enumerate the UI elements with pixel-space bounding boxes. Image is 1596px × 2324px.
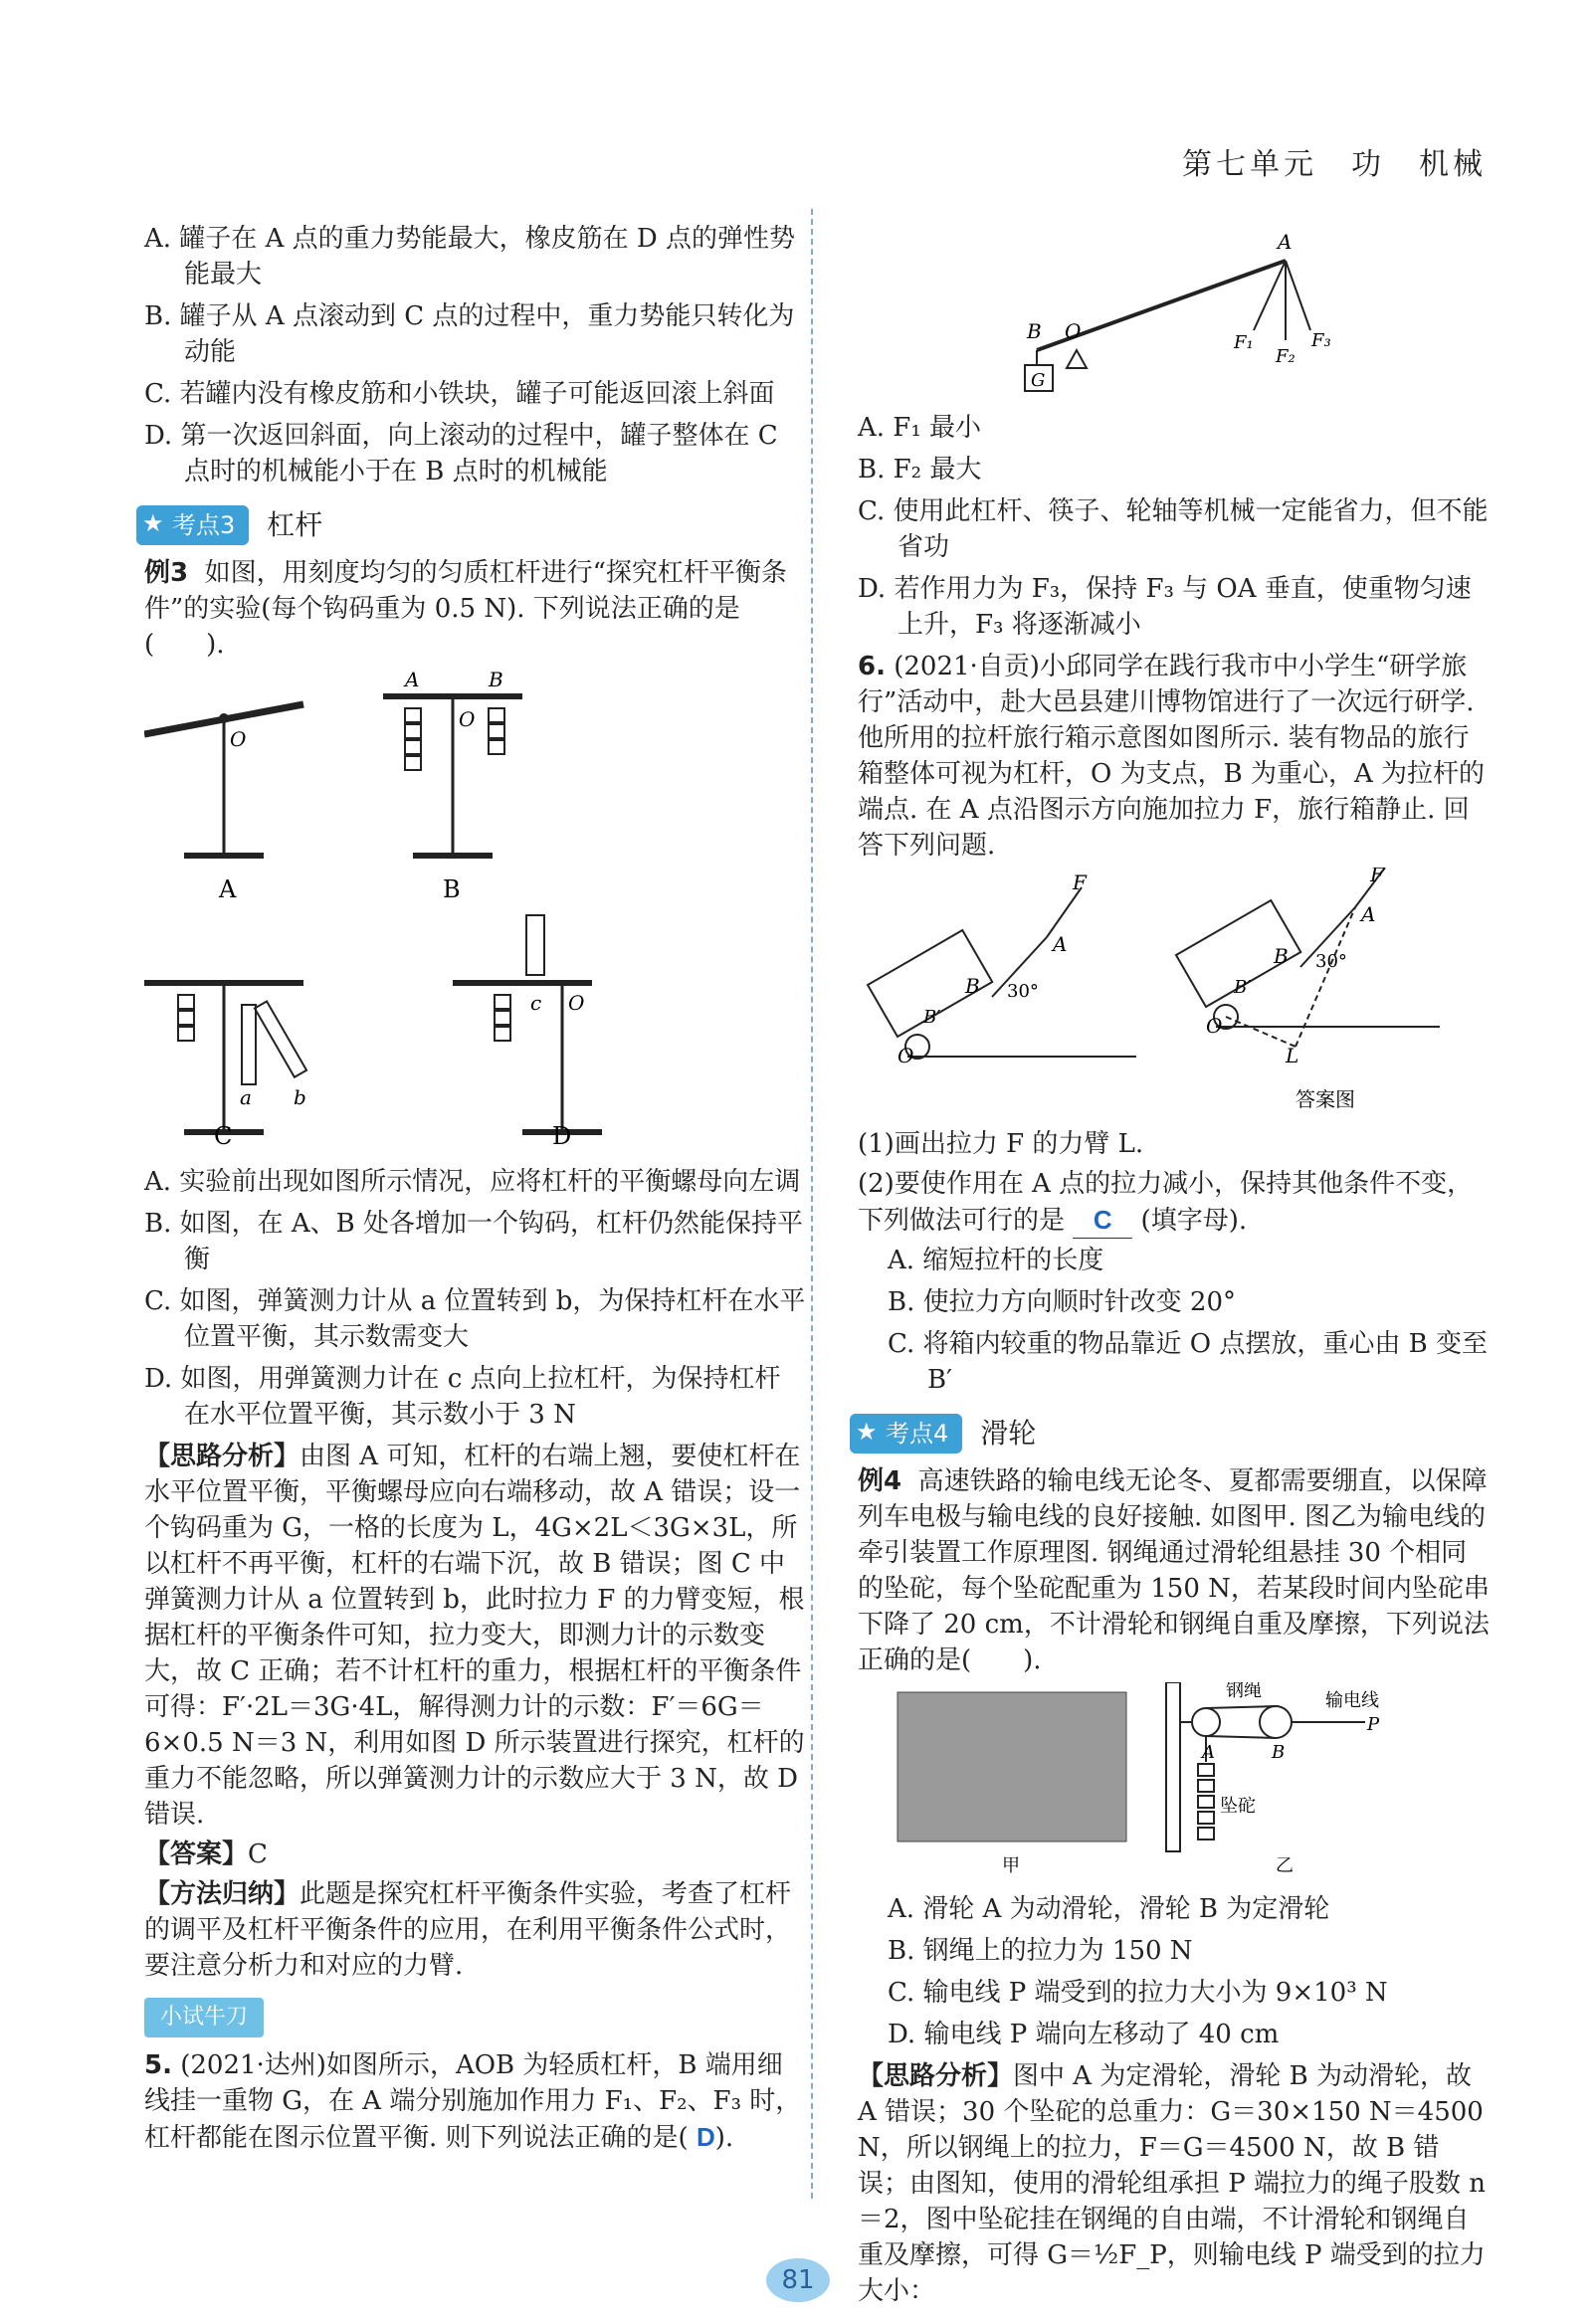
- q5-fig-f1: F₁: [1234, 332, 1254, 353]
- kd4-title: 滑轮: [980, 1417, 1037, 1450]
- q6-ans-o: O: [1206, 1014, 1223, 1038]
- fig-b-point-a: A: [405, 668, 420, 691]
- q5-answer: D: [696, 2122, 715, 2152]
- question-5: [144, 2047, 806, 2156]
- star-icon: ★: [142, 509, 164, 537]
- q5-tail: ).: [714, 2123, 734, 2153]
- q5-text: (2021·达州)如图所示，AOB 为轻质杠杆，B 端用细线挂一重物 G，在 A 端分别施加作用力 F₁、F₂、F₃ 时，杠杆都能在图示位置平衡. 则下列说法正确的是(: [144, 2050, 802, 2153]
- q6-fig-a: A: [1053, 932, 1068, 956]
- q6-sub2-pre: (2)要使作用在 A 点的拉力减小，保持其他条件不变，下列做法可行的是: [858, 1169, 1474, 1236]
- ex3-option-c: C. 如图，弹簧测力计从 a 位置转到 b，为保持杠杆在水平位置平衡，其示数需变大: [144, 1286, 806, 1352]
- section-kd3: [136, 505, 806, 545]
- q6-sub1: (1)画出拉力 F 的力臂 L.: [858, 1129, 1144, 1159]
- page-number: 81: [766, 2258, 830, 2302]
- fig-b-caption: B: [443, 875, 461, 903]
- fig-b-point-b: B: [489, 668, 503, 691]
- ex4-a-label: A: [1202, 1742, 1215, 1763]
- fig-a-caption: A: [219, 875, 237, 903]
- fig-a-o-label: O: [230, 727, 247, 751]
- kd4-badge: ★ 考点4: [850, 1414, 962, 1453]
- q6-fig-b: B: [965, 974, 980, 998]
- q6-text: (2021·自贡)小邱同学在践行我市中小学生“研学旅行”活动中，赴大邑县建川博物馆进行了一次远行研学. 他所用的拉杆旅行箱示意图如图所示. 装有物品的旅行箱整体可视为杠杆，O 为支点，B 为重心，A 为拉杆的端点. 在 A 点沿图示方向施加拉力 F，旅行箱静止. 回答下列问题.: [858, 652, 1485, 861]
- options-top: [144, 221, 806, 489]
- q5-fig-b: B: [1027, 319, 1042, 343]
- q6-sub2: [858, 1166, 1490, 1239]
- option-d: D. 第一次返回斜面，向上滚动的过程中，罐子整体在 C 点时的机械能小于在 B 点时的机械能: [144, 421, 778, 486]
- figure-d: [453, 915, 602, 1132]
- section-kd4: [850, 1414, 1490, 1453]
- ex4-option-c: C. 输电线 P 端受到的拉力大小为 9×10³ N: [888, 1978, 1388, 2008]
- figure-a: [144, 704, 303, 856]
- q5-fig-a: A: [1278, 230, 1293, 254]
- fig-c-caption: C: [214, 1122, 233, 1150]
- ex4-b-label: B: [1272, 1742, 1286, 1763]
- q5-option-d: D. 若作用力为 F₃，保持 F₃ 与 OA 垂直，使重物匀速上升，F₃ 将逐渐减小: [858, 574, 1472, 640]
- train-photo: [898, 1692, 1126, 1841]
- analysis-label: 【思路分析】: [144, 1442, 300, 1471]
- example-4-text: 高速铁路的输电线无论冬、夏都需要绷直，以保障列车电极与输电线的良好接触. 如图甲. 图乙为输电线的牵引装置工作原理图. 钢绳通过滑轮组悬挂 30 个相同的坠砣，每个坠砣配重为 150 N，若某段时间内坠砣串下降了 20 cm，不计滑轮和钢绳自重及摩擦，下列说法正确的是( ).: [858, 1466, 1490, 1675]
- figure-c: [144, 983, 306, 1132]
- q6-ans-bp: B′: [1234, 977, 1252, 998]
- ex4-analysis-label: 【思路分析】: [858, 2061, 1014, 2091]
- kd3-badge: ★ 考点3: [136, 505, 249, 545]
- ex4-pulley-figure: [858, 1682, 1475, 1881]
- ex4-weight-label: 坠砣: [1220, 1796, 1256, 1817]
- fig-d-caption: D: [552, 1122, 572, 1150]
- q5-fig-f3: F₃: [1311, 330, 1331, 351]
- star-icon: ★: [856, 1418, 878, 1446]
- ex3-method: [144, 1876, 806, 1984]
- kd3-title: 杠杆: [267, 508, 323, 541]
- q6-ans-b: B: [1274, 944, 1289, 968]
- q6-ans-f: F: [1370, 868, 1384, 886]
- question-6: [858, 649, 1490, 864]
- ex3-analysis: [144, 1439, 806, 1833]
- q6-option-b: B. 使拉力方向顺时针改变 20°: [888, 1287, 1236, 1317]
- q6-number: 6.: [858, 652, 886, 681]
- ex4-option-a: A. 滑轮 A 为动滑轮，滑轮 B 为定滑轮: [888, 1894, 1330, 1924]
- ex3-option-b: B. 如图，在 A、B 处各增加一个钩码，杠杆仍然能保持平衡: [144, 1209, 804, 1274]
- option-b: B. 罐子从 A 点滚动到 C 点的过程中，重力势能只转化为动能: [144, 301, 795, 367]
- option-c: C. 若罐内没有橡皮筋和小铁块，罐子可能返回滚上斜面: [144, 379, 775, 409]
- figure-b: [383, 696, 522, 856]
- analysis-text: 由图 A 可知，杠杆的右端上翘，要使杠杆在水平位置平衡，平衡螺母应向右端移动，故 A 错误；设一个钩码重为 G，一格的长度为 L，4G×2L＜3G×3L，所以杠杆不再平衡，杠杆的右端下沉，故 B 错误；图 C 中弹簧测力计从 a 位置转到 b，此时拉力 F 的力臂变短，根据杠杆的平衡条件可知，拉力变大，即测力计的示数变大，故 C 正确；若不计杠杆的重力，根据杠杆的平衡条件可得：F′·2L＝3G·4L，解得测力计的示数：F′＝6G＝6×0.5 N＝3 N，利用如图 D 所示装置进行探究，杠杆的重力不能忽略，所以弹簧测力计的示数应大于 3 N，故 D 错误.: [144, 1442, 805, 1830]
- fig-d-o-label: O: [568, 991, 585, 1015]
- fig-b-o-label: O: [459, 707, 476, 731]
- q6-fig-o: O: [898, 1044, 914, 1067]
- column-divider: [811, 209, 813, 2199]
- answer-value: C: [248, 1840, 268, 1869]
- q5-lever-figure: [1007, 221, 1445, 400]
- unit-header: 第七单元 功 机械: [1182, 147, 1487, 182]
- q6-sub2-answer: C: [1073, 1202, 1132, 1239]
- method-label: 【方法归纳】: [144, 1879, 300, 1909]
- q5-fig-g: G: [1031, 370, 1046, 391]
- q5-option-a: A. F₁ 最小: [858, 413, 982, 443]
- ex4-p-label: P: [1367, 1714, 1380, 1735]
- q6-fig-angle: 30°: [1007, 981, 1039, 1002]
- fig-c-b-label: b: [294, 1085, 306, 1109]
- q6-suitcase-figure: [858, 868, 1475, 1116]
- example-4: [858, 1463, 1490, 1678]
- q6-ans-angle: 30°: [1315, 951, 1347, 972]
- ex4-rope-label: 钢绳: [1226, 1682, 1262, 1701]
- fig-d-c-label: c: [530, 991, 542, 1015]
- q6-ans-l: L: [1286, 1044, 1299, 1067]
- q6-ans-a: A: [1361, 902, 1376, 926]
- q5-option-b: B. F₂ 最大: [858, 455, 982, 484]
- q5-fig-o: O: [1065, 319, 1082, 343]
- practice-tag: 小试牛刀: [144, 1998, 264, 2037]
- q5-number: 5.: [144, 2050, 172, 2080]
- q6-fig-caption: 答案图: [1296, 1087, 1355, 1111]
- ex3-option-a: A. 实验前出现如图所示情况，应将杠杆的平衡螺母向左调: [144, 1167, 801, 1197]
- answer-label: 【答案】: [144, 1840, 249, 1869]
- ex4-analysis: [858, 2058, 1490, 2309]
- ex3-answer: [144, 1837, 806, 1872]
- ex4-option-b: B. 钢绳上的拉力为 150 N: [888, 1936, 1193, 1966]
- ex4-yi-caption: 乙: [1276, 1855, 1294, 1876]
- example-4-label: 例4: [858, 1466, 902, 1496]
- q5-fig-f2: F₂: [1276, 346, 1296, 367]
- example-3-label: 例3: [144, 558, 189, 588]
- q6-fig-f: F: [1073, 871, 1087, 894]
- q6-option-c: C. 将箱内较重的物品靠近 O 点摆放，重心由 B 变至 B′: [888, 1329, 1488, 1395]
- example-3-text: 如图，用刻度均匀的匀质杠杆进行“探究杠杆平衡条件”的实验(每个钩码重为 0.5 N). 下列说法正确的是( ).: [144, 558, 787, 660]
- left-column: [144, 221, 806, 2160]
- option-a: A. 罐子在 A 点的重力势能最大，橡皮筋在 D 点的弹性势能最大: [144, 224, 795, 290]
- right-column: [858, 221, 1490, 2313]
- fig-c-a-label: a: [240, 1085, 252, 1109]
- ex4-wire-label: 输电线: [1325, 1690, 1379, 1711]
- method-text: 此题是探究杠杆平衡条件实验，考查了杠杆的调平及杠杆平衡条件的应用，在利用平衡条件公式时，要注意分析力和对应的力臂.: [144, 1879, 792, 1981]
- q6-option-a: A. 缩短拉杆的长度: [888, 1246, 1104, 1275]
- ex3-option-d: D. 如图，用弹簧测力计在 c 点向上拉杠杆，为保持杠杆在水平位置平衡，其示数小于 3 N: [144, 1364, 781, 1430]
- q6-sub2-post: (填字母).: [1140, 1206, 1248, 1236]
- q6-fig-bp: B′: [923, 1007, 941, 1028]
- ex4-jia-caption: 甲: [1002, 1855, 1020, 1876]
- ex4-analysis-text: 图中 A 为定滑轮，滑轮 B 为动滑轮，故 A 错误；30 个坠砣的总重力：G＝30×150 N＝4500 N，所以钢绳上的拉力，F＝G＝4500 N，故 B 错误；由图知，使用的滑轮组承担 P 端拉力的绳子股数 n＝2，图中坠砣挂在钢绳的自由端，不计滑轮和钢绳自重及摩擦，可得 G＝½F_P，则输电线 P 端受到的拉力大小：: [858, 2061, 1487, 2306]
- lever-figures: [144, 667, 806, 1154]
- q5-option-c: C. 使用此杠杆、筷子、轮轴等机械一定能省力，但不能省功: [858, 496, 1489, 562]
- ex4-option-d: D. 输电线 P 端向左移动了 40 cm: [888, 2020, 1280, 2049]
- example-3: [144, 555, 806, 663]
